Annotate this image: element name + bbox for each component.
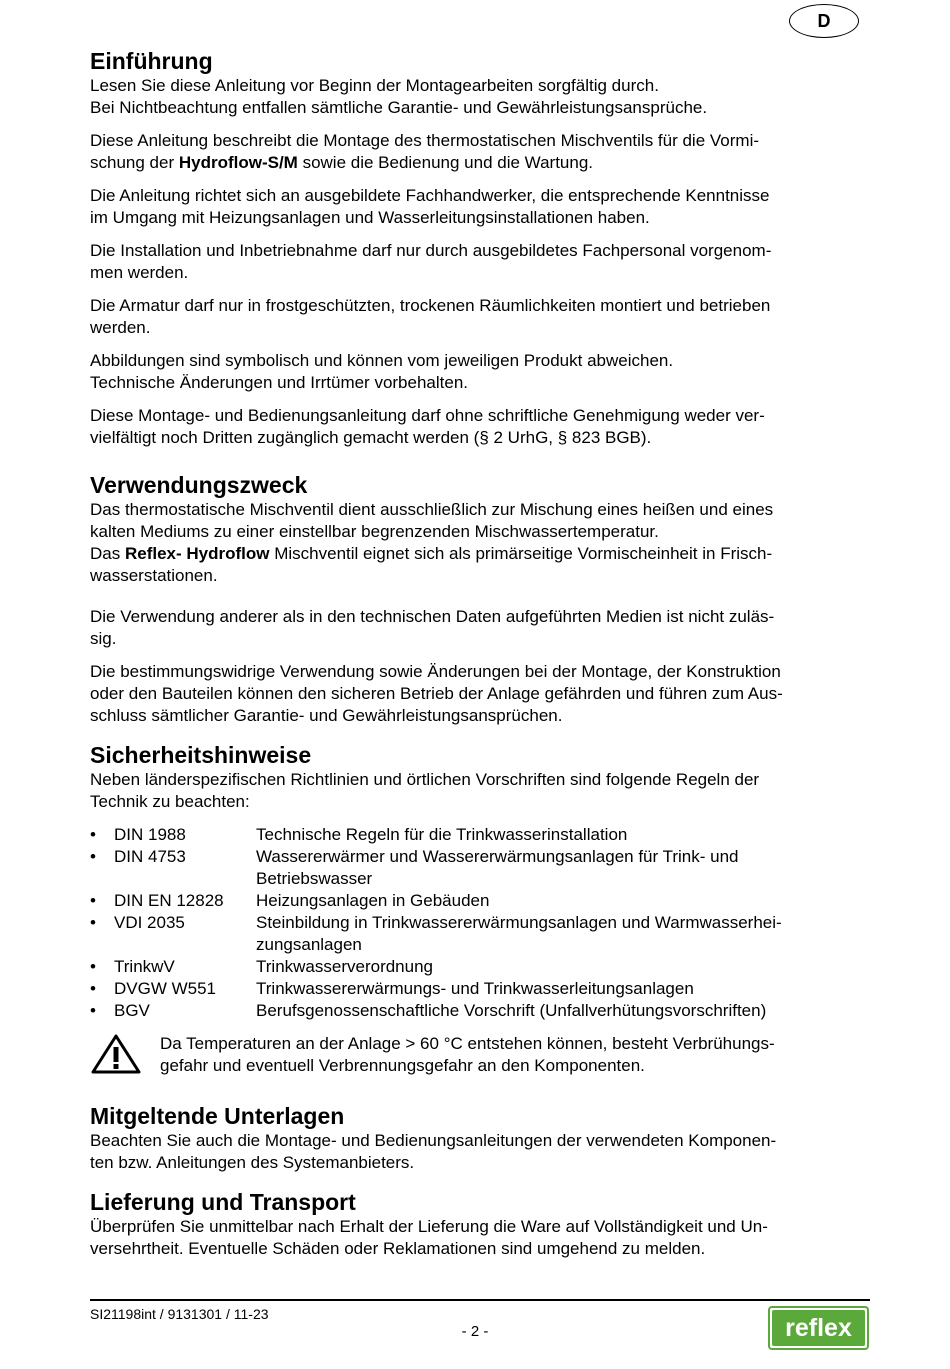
standard-description bbox=[256, 978, 782, 1000]
standard-code: DIN EN 12828 bbox=[114, 891, 224, 910]
text-line: Technische Regeln für die Trinkwasserinstallation bbox=[256, 825, 628, 844]
standard-code: TrinkwV bbox=[114, 957, 175, 976]
text-line: sowie die Bedienung und die Wartung. bbox=[297, 153, 594, 172]
usage-paragraph-3 bbox=[90, 661, 860, 727]
intro-paragraph-1 bbox=[90, 75, 860, 119]
standard-item bbox=[90, 1000, 782, 1022]
warning-text bbox=[160, 1033, 860, 1080]
product-name: Hydroflow-S/M bbox=[178, 153, 298, 172]
product-name: Reflex- Hydroflow bbox=[124, 544, 270, 563]
text-line: Die Armatur darf nur in frostgeschützten, trockenen Räumlichkeiten montiert und betrieben bbox=[90, 296, 771, 315]
standard-item bbox=[90, 956, 782, 978]
text-line: kalten Mediums zu einer einstellbar begrenzenden Mischwassertemperatur. bbox=[90, 522, 659, 541]
standard-code: BGV bbox=[114, 1001, 150, 1020]
text-line: schluss sämtlicher Garantie- und Gewährleistungsansprüchen. bbox=[90, 706, 563, 725]
svg-text:reflex: reflex bbox=[785, 1314, 852, 1342]
text-line: Das bbox=[90, 544, 125, 563]
text-line: Trinkwasserverordnung bbox=[256, 957, 433, 976]
text-line: Überprüfen Sie unmittelbar nach Erhalt der Lieferung die Ware auf Vollständigkeit und Un- bbox=[90, 1217, 768, 1236]
text-line: Berufsgenossenschaftliche Vorschrift (Unfallverhütungsvorschriften) bbox=[256, 1001, 767, 1020]
text-line: Diese Montage- und Bedienungsanleitung darf ohne schriftliche Genehmigung weder ver- bbox=[90, 406, 765, 425]
bullet: • bbox=[90, 891, 96, 910]
footer-divider bbox=[90, 1299, 870, 1301]
standard-description bbox=[256, 890, 782, 912]
language-badge: D bbox=[789, 4, 859, 38]
text-line: Beachten Sie auch die Montage- und Bedienungsanleitungen der verwendeten Komponen- bbox=[90, 1131, 777, 1150]
standard-code: DVGW W551 bbox=[114, 979, 217, 998]
bullet: • bbox=[90, 957, 96, 976]
text-line: vielfältigt noch Dritten zugänglich gemacht werden (§ 2 UrhG, § 823 BGB). bbox=[90, 428, 652, 447]
text-line: oder den Bauteilen können den sicheren Betrieb der Anlage gefährden und führen zum Aus- bbox=[90, 684, 783, 703]
text-line: Trinkwassererwärmungs- und Trinkwasserleitungsanlagen bbox=[256, 979, 694, 998]
warning-triangle-icon bbox=[90, 1033, 160, 1080]
standard-item bbox=[90, 978, 782, 1000]
text-line: Bei Nichtbeachtung entfallen sämtliche Garantie- und Gewährleistungsansprüche. bbox=[90, 98, 708, 117]
bullet: • bbox=[90, 913, 96, 932]
text-line: Die Anleitung richtet sich an ausgebildete Fachhandwerker, die entsprechende Kenntnisse bbox=[90, 186, 770, 205]
text-line: wasserstationen. bbox=[90, 566, 218, 585]
bullet: • bbox=[90, 825, 96, 844]
standard-item bbox=[90, 824, 782, 846]
text-line: zungsanlagen bbox=[256, 935, 362, 954]
standard-code: VDI 2035 bbox=[114, 913, 185, 932]
text-line: Betriebswasser bbox=[256, 869, 373, 888]
standard-description bbox=[256, 912, 782, 956]
text-line: Neben länderspezifischen Richtlinien und örtlichen Vorschriften sind folgende Regeln der bbox=[90, 770, 760, 789]
standard-code: DIN 4753 bbox=[114, 847, 186, 866]
text-line: Das thermostatische Mischventil dient ausschließlich zur Mischung eines heißen und eines bbox=[90, 500, 774, 519]
text-line: gefahr und eventuell Verbrennungsgefahr an den Komponenten. bbox=[160, 1056, 645, 1075]
standard-description bbox=[256, 846, 782, 890]
text-line: Mischventil eignet sich als primärseitige Vormischeinheit in Frisch- bbox=[269, 544, 773, 563]
intro-paragraph-2 bbox=[90, 130, 860, 174]
text-line: versehrtheit. Eventuelle Schäden oder Reklamationen sind umgehend zu melden. bbox=[90, 1239, 706, 1258]
section-title-intro: Einführung bbox=[90, 48, 213, 74]
docs-paragraph-1 bbox=[90, 1130, 860, 1174]
text-line: Lesen Sie diese Anleitung vor Beginn der Montagearbeiten sorgfältig durch. bbox=[90, 76, 659, 95]
text-line: Technische Änderungen und Irrtümer vorbehalten. bbox=[90, 373, 469, 392]
usage-paragraph-1 bbox=[90, 499, 860, 587]
standard-item bbox=[90, 912, 782, 956]
text-line: Technik zu beachten: bbox=[90, 792, 250, 811]
text-line: schung der bbox=[90, 153, 179, 172]
bullet: • bbox=[90, 847, 96, 866]
text-line: Steinbildung in Trinkwassererwärmungsanlagen und Warmwasserhei- bbox=[256, 913, 782, 932]
standard-code: DIN 1988 bbox=[114, 825, 186, 844]
reflex-logo bbox=[768, 1306, 869, 1350]
usage-paragraph-2 bbox=[90, 606, 860, 650]
text-line: Die Verwendung anderer als in den technischen Daten aufgeführten Medien ist nicht zuläs- bbox=[90, 607, 775, 626]
text-line: Abbildungen sind symbolisch und können vom jeweiligen Produkt abweichen. bbox=[90, 351, 674, 370]
standard-description bbox=[256, 824, 782, 846]
document-body bbox=[90, 47, 860, 1260]
text-line: im Umgang mit Heizungsanlagen und Wasserleitungsinstallationen haben. bbox=[90, 208, 650, 227]
text-line: Wassererwärmer und Wassererwärmungsanlagen für Trink- und bbox=[256, 847, 739, 866]
intro-paragraph-3 bbox=[90, 185, 860, 229]
text-line: Die Installation und Inbetriebnahme darf nur durch ausgebildetes Fachpersonal vorgenom- bbox=[90, 241, 772, 260]
delivery-paragraph-1 bbox=[90, 1216, 860, 1260]
text-line: Diese Anleitung beschreibt die Montage des thermostatischen Mischventils für die Vormi- bbox=[90, 131, 760, 150]
page-number: - 2 - bbox=[461, 1323, 489, 1340]
text-line: werden. bbox=[90, 318, 151, 337]
standard-item bbox=[90, 846, 782, 890]
standard-item bbox=[90, 890, 782, 912]
text-line: Da Temperaturen an der Anlage > 60 °C entstehen können, besteht Verbrühungs- bbox=[160, 1034, 775, 1053]
section-title-safety: Sicherheitshinweise bbox=[90, 742, 312, 768]
standard-description bbox=[256, 1000, 782, 1022]
intro-paragraph-6 bbox=[90, 350, 860, 394]
text-line: Die bestimmungswidrige Verwendung sowie Änderungen bei der Montage, der Konstruktion bbox=[90, 662, 781, 681]
text-line: men werden. bbox=[90, 263, 189, 282]
text-line: Heizungsanlagen in Gebäuden bbox=[256, 891, 490, 910]
bullet: • bbox=[90, 1001, 96, 1020]
section-title-docs: Mitgeltende Unterlagen bbox=[90, 1103, 345, 1129]
text-line: ten bzw. Anleitungen des Systemanbieters. bbox=[90, 1153, 415, 1172]
standard-description bbox=[256, 956, 782, 978]
intro-paragraph-4 bbox=[90, 240, 860, 284]
bullet: • bbox=[90, 979, 96, 998]
section-title-usage: Verwendungszweck bbox=[90, 472, 308, 498]
warning-notice bbox=[90, 1033, 860, 1080]
text-line: sig. bbox=[90, 629, 117, 648]
safety-paragraph-1 bbox=[90, 769, 860, 813]
standards-list bbox=[90, 824, 782, 1022]
intro-paragraph-5 bbox=[90, 295, 860, 339]
document-id: SI21198int / 9131301 / 11-23 bbox=[90, 1306, 269, 1322]
section-title-delivery: Lieferung und Transport bbox=[90, 1189, 356, 1215]
intro-paragraph-7 bbox=[90, 405, 860, 449]
